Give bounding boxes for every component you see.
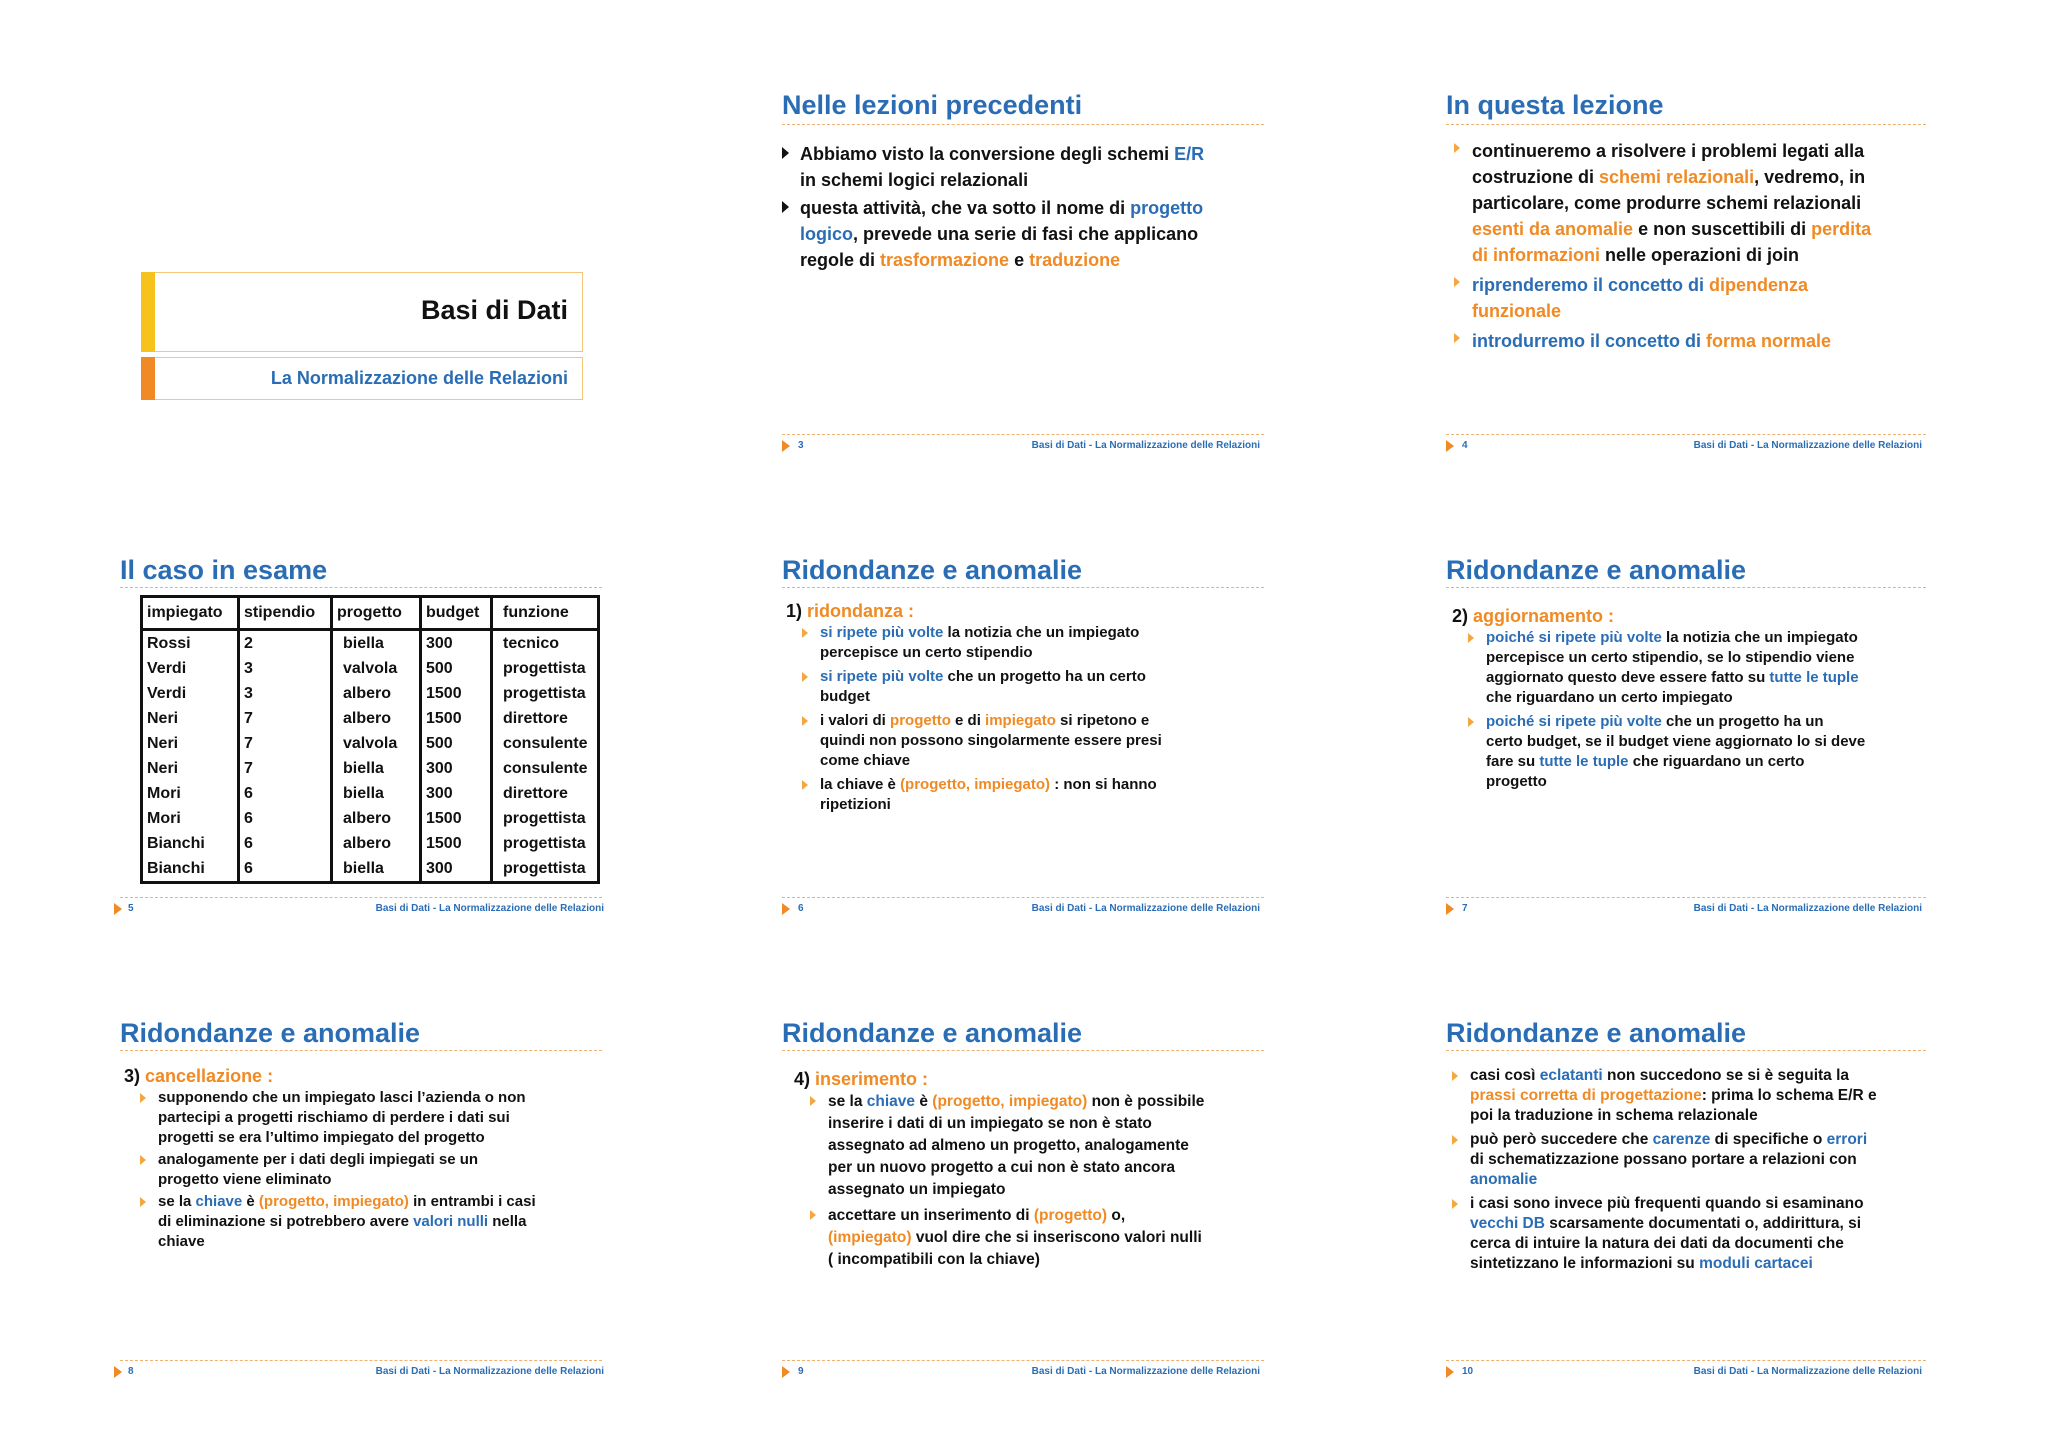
footer-arrow-icon	[114, 903, 122, 915]
bullet-item: i casi sono invece più frequenti quando si esaminano vecchi DB scarsamente documentati o, addirittura, si cerca di intuire la natura dei dati da documenti che sintetizzano le informazioni su moduli cartacei	[1452, 1194, 1942, 1274]
title-box	[141, 272, 583, 352]
table-cell: 300	[421, 856, 492, 883]
title-divider	[782, 124, 1264, 125]
footer-arrow-icon	[114, 1366, 122, 1378]
section-heading: 1) ridondanza :	[786, 601, 915, 621]
slide-6	[662, 463, 1282, 914]
table-cell: albero	[332, 806, 421, 831]
table-cell: albero	[332, 706, 421, 731]
footer-text: Basi di Dati - La Normalizzazione delle Relazioni	[375, 903, 604, 914]
table-cell: Neri	[142, 731, 239, 756]
table-cell: valvola	[332, 656, 421, 681]
slide-title: Ridondanze e anomalie	[1446, 1018, 1747, 1048]
footer-divider	[1446, 1360, 1926, 1361]
footer-text: Basi di Dati - La Normalizzazione delle Relazioni	[1693, 440, 1922, 451]
table-cell: progettista	[492, 856, 599, 883]
bullet-item: introdurremo il concetto di forma normale	[1454, 328, 1934, 354]
slide-body	[782, 141, 1262, 273]
footer-text: Basi di Dati - La Normalizzazione delle Relazioni	[375, 1366, 604, 1377]
slide-number: 8	[128, 1366, 134, 1377]
footer-divider	[1446, 434, 1926, 435]
slide-number: 7	[1462, 903, 1468, 914]
table-cell: biella	[332, 756, 421, 781]
table-row	[142, 681, 599, 706]
footer-text: Basi di Dati - La Normalizzazione delle Relazioni	[1031, 440, 1260, 451]
table-cell: albero	[332, 831, 421, 856]
table-cell: 1500	[421, 681, 492, 706]
slide-title: Ridondanze e anomalie	[782, 1018, 1083, 1048]
table-cell: progettista	[492, 656, 599, 681]
table-cell: biella	[332, 630, 421, 657]
column-header: impiegato	[142, 597, 239, 630]
column-header: funzione	[492, 597, 599, 630]
footer-arrow-icon	[1446, 903, 1454, 915]
footer-arrow-icon	[782, 1366, 790, 1378]
table-cell: tecnico	[492, 630, 599, 657]
slide-3	[662, 0, 1282, 451]
footer-text: Basi di Dati - La Normalizzazione delle Relazioni	[1693, 1366, 1922, 1377]
slide-body	[1452, 604, 1932, 792]
slide-number: 4	[1462, 440, 1468, 451]
footer-divider	[120, 897, 602, 898]
title-divider	[782, 587, 1264, 588]
bullet-item: i valori di progetto e di impiegato si ripetono e quindi non possono singolarmente essere presi come chiave	[802, 711, 1266, 771]
slide-number: 3	[798, 440, 804, 451]
title-divider	[782, 1050, 1264, 1051]
slide-body	[1454, 138, 1934, 354]
slide-5	[0, 463, 620, 914]
bullet-item: supponendo che un impiegato lasci l’azienda o non partecipi a progetti rischiamo di perdere i dati sui progetti se era l’ultimo impiegato del progetto	[140, 1088, 604, 1148]
bullet-item: questa attività, che va sotto il nome di progetto logico, prevede una serie di fasi che applicano regole di trasformazione e traduzione	[782, 195, 1262, 273]
slide-body	[794, 1067, 1274, 1271]
slide-4	[1324, 0, 1944, 451]
subtitle-accent-bar	[141, 357, 155, 400]
section-heading: 2) aggiornamento :	[1452, 606, 1615, 626]
table-cell: progettista	[492, 806, 599, 831]
bullet-item: se la chiave è (progetto, impiegato) non è possibile inserire i dati di un impiegato se non è stato assegnato ad almeno un progetto, analogamente per un nuovo progetto a cui non è stato ancora assegnato un impiegato	[810, 1091, 1274, 1201]
table-cell: 1500	[421, 706, 492, 731]
slide-number: 5	[128, 903, 134, 914]
table-cell: progettista	[492, 681, 599, 706]
column-header: stipendio	[239, 597, 332, 630]
table-cell: 1500	[421, 831, 492, 856]
employee-table	[140, 595, 600, 884]
table-row	[142, 756, 599, 781]
bullet-item: poiché si ripete più volte la notizia che un impiegato percepisce un certo stipendio, se lo stipendio viene aggiornato questo deve essere fatto su tutte le tuple che riguardano un certo impiegato	[1468, 628, 1932, 708]
bullet-item: se la chiave è (progetto, impiegato) in entrambi i casi di eliminazione si potrebbero avere valori nulli nella chiave	[140, 1192, 604, 1252]
slide-title: Ridondanze e anomalie	[120, 1018, 421, 1048]
slide-title: Ridondanze e anomalie	[782, 555, 1083, 585]
table-cell: Verdi	[142, 681, 239, 706]
footer-divider	[120, 1360, 602, 1361]
footer-text: Basi di Dati - La Normalizzazione delle Relazioni	[1031, 903, 1260, 914]
title-divider	[120, 1050, 602, 1051]
table-cell: 500	[421, 731, 492, 756]
table-cell: 7	[239, 731, 332, 756]
table-row	[142, 656, 599, 681]
bullet-item: continueremo a risolvere i problemi legati alla costruzione di schemi relazionali, vedremo, in particolare, come produrre schemi relazionali esenti da anomalie e non suscettibili di perdita di informazioni nelle operazioni di join	[1454, 138, 1934, 268]
slide-7	[1324, 463, 1944, 914]
bullet-item: riprenderemo il concetto di dipendenza funzionale	[1454, 272, 1934, 324]
footer-arrow-icon	[1446, 1366, 1454, 1378]
table-cell: 6	[239, 781, 332, 806]
table-header-row	[142, 597, 599, 630]
table-row	[142, 731, 599, 756]
bullet-item: accettare un inserimento di (progetto) o, (impiegato) vuol dire che si inseriscono valori nulli ( incompatibili con la chiave)	[810, 1205, 1274, 1271]
bullet-item: può però succedere che carenze di specifiche o errori di schematizzazione possano portare a relazioni con anomalie	[1452, 1130, 1942, 1190]
slide-title: In questa lezione	[1446, 90, 1664, 120]
slide-number: 10	[1462, 1366, 1474, 1377]
footer-text: Basi di Dati - La Normalizzazione delle Relazioni	[1031, 1366, 1260, 1377]
title-divider	[1446, 124, 1926, 125]
footer-divider	[782, 897, 1264, 898]
table-cell: consulente	[492, 756, 599, 781]
deck-title: Basi di Dati	[420, 295, 568, 325]
footer-divider	[782, 434, 1264, 435]
slide-title: Il caso in esame	[120, 555, 328, 585]
footer-arrow-icon	[1446, 440, 1454, 452]
table-cell: Mori	[142, 806, 239, 831]
table-cell: 3	[239, 656, 332, 681]
slide-number: 9	[798, 1366, 804, 1377]
table-cell: Mori	[142, 781, 239, 806]
table-row	[142, 781, 599, 806]
table-cell: 2	[239, 630, 332, 657]
table-cell: Bianchi	[142, 856, 239, 883]
slide-title: Ridondanze e anomalie	[1446, 555, 1747, 585]
table-row	[142, 856, 599, 883]
bullet-item: Abbiamo visto la conversione degli schemi E/R in schemi logici relazionali	[782, 141, 1262, 193]
table-cell: 500	[421, 656, 492, 681]
bullet-item: casi così eclatanti non succedono se si è seguita la prassi corretta di progettazione: prima lo schema E/R e poi la traduzione in schema relazionale	[1452, 1066, 1942, 1126]
table-cell: 300	[421, 756, 492, 781]
table-row	[142, 706, 599, 731]
table-cell: 6	[239, 831, 332, 856]
section-heading: 4) inserimento :	[794, 1069, 929, 1089]
table-cell: 7	[239, 756, 332, 781]
table-cell: biella	[332, 856, 421, 883]
table-cell: 7	[239, 706, 332, 731]
table-cell: albero	[332, 681, 421, 706]
table-cell: 6	[239, 856, 332, 883]
slide-10	[1324, 926, 1944, 1377]
table-cell: valvola	[332, 731, 421, 756]
table-cell: 300	[421, 781, 492, 806]
slide-9	[662, 926, 1282, 1377]
table-cell: 6	[239, 806, 332, 831]
footer-text: Basi di Dati - La Normalizzazione delle Relazioni	[1693, 903, 1922, 914]
bullet-item: analogamente per i dati degli impiegati se un progetto viene eliminato	[140, 1150, 604, 1190]
table-cell: Neri	[142, 706, 239, 731]
bullet-item: la chiave è (progetto, impiegato) : non si hanno ripetizioni	[802, 775, 1266, 815]
table-cell: Neri	[142, 756, 239, 781]
table-cell: 1500	[421, 806, 492, 831]
table-cell: consulente	[492, 731, 599, 756]
slide-8	[0, 926, 620, 1377]
bullet-item: si ripete più volte che un progetto ha un certo budget	[802, 667, 1266, 707]
slide-title: Nelle lezioni precedenti	[782, 90, 1083, 120]
table-cell: direttore	[492, 781, 599, 806]
title-divider	[1446, 1050, 1926, 1051]
title-divider	[120, 587, 602, 588]
table-row	[142, 630, 599, 657]
table-cell: Verdi	[142, 656, 239, 681]
slide-body	[786, 599, 1266, 815]
table-cell: biella	[332, 781, 421, 806]
slide-body	[1452, 1066, 1942, 1274]
column-header: progetto	[332, 597, 421, 630]
footer-divider	[1446, 897, 1926, 898]
title-accent-bar	[141, 272, 155, 352]
footer-arrow-icon	[782, 440, 790, 452]
footer-arrow-icon	[782, 903, 790, 915]
title-divider	[1446, 587, 1926, 588]
table-row	[142, 831, 599, 856]
table-cell: Bianchi	[142, 831, 239, 856]
slide-1	[0, 0, 620, 420]
subtitle-box	[141, 357, 583, 400]
table-cell: 300	[421, 630, 492, 657]
table-cell: progettista	[492, 831, 599, 856]
table-cell: direttore	[492, 706, 599, 731]
footer-divider	[782, 1360, 1264, 1361]
slide-number: 6	[798, 903, 804, 914]
table-cell: Rossi	[142, 630, 239, 657]
table-cell: 3	[239, 681, 332, 706]
bullet-item: poiché si ripete più volte che un progetto ha un certo budget, se il budget viene aggiornato lo si deve fare su tutte le tuple che riguardano un certo progetto	[1468, 712, 1932, 792]
bullet-item: si ripete più volte la notizia che un impiegato percepisce un certo stipendio	[802, 623, 1266, 663]
deck-subtitle: La Normalizzazione delle Relazioni	[270, 368, 568, 388]
section-heading: 3) cancellazione :	[124, 1066, 274, 1086]
slide-body	[124, 1064, 604, 1252]
column-header: budget	[421, 597, 492, 630]
table-row	[142, 806, 599, 831]
